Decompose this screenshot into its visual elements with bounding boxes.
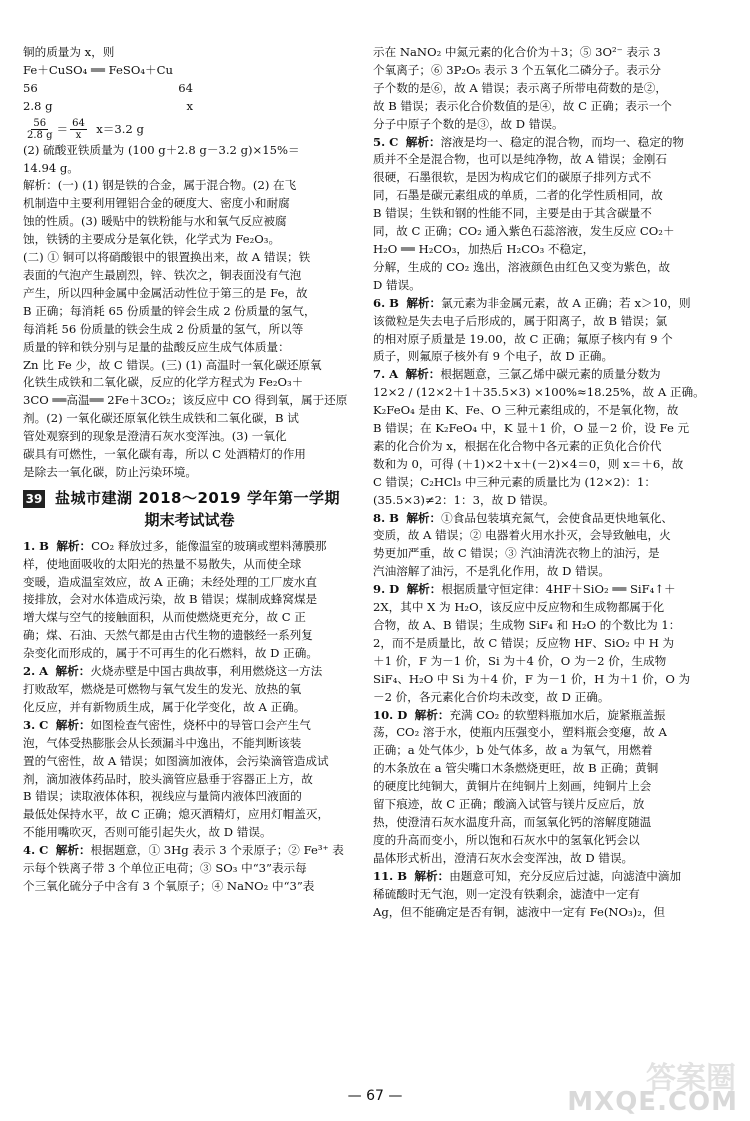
eq-value: 56 xyxy=(23,80,38,95)
analysis-label: 解析： xyxy=(414,868,450,883)
fraction-line: $\frac{56}{2.8 g}$ ＝ $\frac{64}{x}$ x＝3.2 g xyxy=(27,118,144,142)
text-line: 的硬度比纯铜大，黄铜片在纯铜片上刻画，纯铜片上会 xyxy=(373,779,652,794)
text-line: 蚀，铁锈的主要成分是氧化铁，化学式为 Fe₂O₃。 xyxy=(23,232,281,247)
text-line: 12×2 / (12×2＋1＋35.5×3) ×100%≈18.25%，故 A 正确。 xyxy=(373,385,705,400)
answer-item xyxy=(23,717,356,842)
text-line: 样，使地面吸收的太阳光的热量不易散失，从而使全球 xyxy=(23,556,302,571)
text-line: 充满 CO₂ 的软塑料瓶加水后，旋紧瓶盖振 xyxy=(449,707,666,722)
text-line: 蚀的性质。(3) 暖贴中的铁粉能与水和氧气反应被腐 xyxy=(23,214,287,229)
answer-number: 11. B xyxy=(373,868,408,883)
denominator: x xyxy=(75,130,82,142)
section-subtitle: 期末考试试卷 xyxy=(144,510,235,529)
numerator: 64 xyxy=(72,118,85,130)
text-line: B 错误；生铁和钢的性能不同，主要是由于其含碳量不 xyxy=(373,206,652,221)
text-line: 个氧离子；⑥ 3P₂O₅ 表示 3 个五氧化二磷分子。表示分 xyxy=(373,62,661,77)
text-line: B 正确；每消耗 65 份质量的锌会生成 2 份质量的氢气， xyxy=(23,303,316,318)
page-number: — 67 — xyxy=(347,1088,403,1104)
text-line: 质子，则氟原子核外有 9 个电子，故 D 正确。 xyxy=(373,349,614,364)
text-line: 如图检查气密性，烧杯中的导管口会产生气 xyxy=(90,717,311,732)
text-line: 留下痕迹，故 C 正确；酸滴入试管与镁片反应后，放 xyxy=(373,797,645,812)
analysis-label: 解析： xyxy=(406,510,442,525)
text-line: 机制造中主要利用锂铝合金的硬度大、密度小和耐腐 xyxy=(23,196,290,211)
text-line: 解析：(一) (1) 钢是铁的合金，属于混合物。(2) 在飞 xyxy=(23,178,297,193)
analysis-label: 解析： xyxy=(55,843,91,858)
text-line: 的相对原子质量是 19.00，故 C 正确；氟原子核内有 9 个 xyxy=(373,331,673,346)
text-line: 分解，生成的 CO₂ 逸出，溶液颜色由红色又变为紫色，故 xyxy=(373,259,671,274)
text-line: 该微粒是失去电子后形成的，属于阳离子，故 B 错误；氯 xyxy=(373,313,668,328)
denominator: 2.8 g xyxy=(27,130,53,142)
text-line: D 错误。 xyxy=(373,277,421,292)
answer-number: 1. B xyxy=(23,538,49,553)
text-line: (2) 硫酸亚铁质量为 (100 g＋2.8 g－3.2 g)×15%＝ xyxy=(23,142,300,157)
text-line: 同，故 C 正确；CO₂ 通入紫色石蕊溶液，发生反应 CO₂＋ xyxy=(373,224,675,239)
text-line: 氯元素为非金属元素，故 A 正确；若 x＞10，则 xyxy=(441,295,691,310)
text-line: 素的化合价为 x，根据在化合物中各元素的正负化合价代 xyxy=(373,438,662,453)
analysis-label: 解析： xyxy=(56,538,92,553)
text-line: 根据题意，① 3Hg 表示 3 个汞原子；② Fe³⁺ 表 xyxy=(90,843,344,858)
analysis-label: 解析： xyxy=(406,295,442,310)
text-line: H₂O ══ H₂CO₃，加热后 H₂CO₃ 不稳定， xyxy=(373,241,595,256)
text-line: Ag，但不能确定是否有铜，滤液中一定有 Fe(NO₃)₂，但 xyxy=(373,904,666,919)
text-line: 荡，CO₂ 溶于水，使瓶内压强变小，塑料瓶会变瘪，故 A xyxy=(373,725,667,740)
text-line: ①食品包装填充氮气，会使食品更快地氧化、 xyxy=(441,510,674,525)
section-number-badge: 39 xyxy=(23,490,45,508)
text-line: 根据质量守恒定律：4HF＋SiO₂ ══ SiF₄↑＋ xyxy=(441,582,676,597)
text-line: 增大煤与空气的接触面积，从而使燃烧更充分，故 C 正 xyxy=(23,610,306,625)
text-line: 置的气密性，故 A 错误；如图滴加液体，会污染滴管造成试 xyxy=(23,753,329,768)
text-line: 2，而不是质量比，故 C 错误；反应物 HF、SiO₂ 中 H 为 xyxy=(373,635,675,650)
text-line: 合物，故 A、B 错误；生成物 SiF₄ 和 H₂O 的个数比为 1： xyxy=(373,618,681,632)
text-line: 示在 NaNO₂ 中氮元素的化合价为＋3；⑤ 3O²⁻ 表示 3 xyxy=(373,45,661,59)
text-line: 化反应，并有新物质生成，属于化学变化，故 A 正确。 xyxy=(23,699,306,714)
text-line: 的木条放在 a 管尖嘴口木条燃烧更旺，故 B 正确；黄铜 xyxy=(373,761,659,776)
result: x＝3.2 g xyxy=(96,121,144,136)
answer-item xyxy=(373,134,706,295)
analysis-label: 解析： xyxy=(55,717,91,732)
text-line: 变质，故 A 错误；② 电器着火用水扑灭，会导致触电，火 xyxy=(373,528,671,543)
answer-item xyxy=(373,707,706,868)
text-line: 溶液是均一、稳定的混合物，而均一、稳定的物 xyxy=(440,134,685,149)
answer-item xyxy=(23,842,356,896)
analysis-label: 解析： xyxy=(406,582,442,597)
text-line: 化铁生成铁和二氧化碳，反应的化学方程式为 Fe₂O₃＋ xyxy=(23,375,304,390)
answer-number: 7. A xyxy=(373,367,399,382)
answer-number: 8. B xyxy=(373,510,399,525)
answer-number: 3. C xyxy=(23,717,49,732)
answer-item xyxy=(373,868,706,922)
analysis-label: 解析： xyxy=(405,134,441,149)
text-line: 正确；a 处气体少，b 处气体多，故 a 为氧气，用燃着 xyxy=(373,743,653,758)
fraction xyxy=(25,118,54,141)
numerator: 56 xyxy=(33,118,47,130)
text-line: 表面的气泡产生最剧烈，锌、铁次之，铜表面没有气泡 xyxy=(23,267,302,282)
text-line: 剂。(2) 一氧化碳还原氧化铁生成铁和二氧化碳，B 试 xyxy=(23,411,299,426)
text-line: CO₂ 释放过多，能像温室的玻璃或塑料薄膜那 xyxy=(91,538,327,553)
text-line: 示每个铁离子带 3 个单位正电荷；③ SO₃ 中“3”表示每 xyxy=(23,861,307,876)
eq-value: x xyxy=(186,98,193,113)
text-line: 晶体形式析出，澄清石灰水会变浑浊，故 D 错误。 xyxy=(373,850,634,865)
text-line: 14.94 g。 xyxy=(23,160,79,175)
watermark-bottom-text: MXQE.COM xyxy=(567,1087,738,1117)
analysis-label: 解析： xyxy=(414,707,450,722)
answer-number: 6. B xyxy=(373,295,399,310)
answer-item xyxy=(373,581,706,706)
text-line: 确；煤、石油、天然气都是由古代生物的遗骸经一系列复 xyxy=(23,628,313,643)
fraction xyxy=(70,118,87,141)
left-column xyxy=(23,44,356,896)
text-line: 剂，滴加液体药品时，胶头滴管应悬垂于容器正上方，故 xyxy=(23,771,313,786)
text-line: 最低处保持水平，故 C 正确；熄灭酒精灯，应用灯帽盖灭， xyxy=(23,807,330,822)
text-line: 不能用嘴吹灭，否则可能引起失火，故 D 错误。 xyxy=(23,825,272,840)
text-line: －2 价，各元素化合价均未改变，故 D 正确。 xyxy=(373,689,610,704)
text-line: 由题意可知，充分反应后过滤，向滤渣中滴加 xyxy=(449,868,682,883)
equation-row xyxy=(23,80,193,98)
text-line: 打败敌军，燃烧是可燃物与氧气发生的发光、放热的氧 xyxy=(23,682,302,696)
text-line: 火烧赤壁是中国古典故事，利用燃烧这一方法 xyxy=(90,664,323,679)
text-line: 个三氧化硫分子中含有 3 个氧原子；④ NaNO₂ 中“3”表 xyxy=(23,878,315,893)
section-header xyxy=(23,490,356,508)
text-line: 铜的质量为 x，则 xyxy=(23,45,115,59)
text-line: 产生，所以四种金属中金属活动性位于第三的是 Fe，故 xyxy=(23,285,308,300)
text-line: ＋1 价，F 为－1 价，Si 为＋4 价，O 为－2 价，生成物 xyxy=(373,653,667,668)
text-line: 管处观察到的现象是澄清石灰水变浑浊。(3) 一氧化 xyxy=(23,429,287,444)
answer-number: 10. D xyxy=(373,707,408,722)
text-line: 3CO ══高温══ 2Fe＋3CO₂；该反应中 CO 得到氧，属于还原 xyxy=(23,393,348,408)
answer-item xyxy=(23,663,356,717)
text-line: 稀硫酸时无气泡，则一定没有铁剩余，滤渣中一定有 xyxy=(373,886,640,901)
text-line: (二) ① 铜可以将硝酸银中的银置换出来，故 A 错误；铁 xyxy=(23,250,311,265)
text-line: 碳具有可燃性，一氧化碳有毒，所以 C 处酒精灯的作用 xyxy=(23,447,306,462)
answer-number: 9. D xyxy=(373,582,400,597)
answer-number: 5. C xyxy=(373,134,399,149)
eq-value: 2.8 g xyxy=(23,98,53,113)
watermark-logo xyxy=(567,1053,742,1117)
text-line: 很硬，石墨很软，是因为构成它们的碳原子排列方式不 xyxy=(373,170,652,185)
text-line: 数和为 0，可得 (＋1)×2＋x＋(－2)×4＝0，则 x＝＋6，故 xyxy=(373,456,684,471)
text-line: 故 B 错误；表示化合价数值的是④，故 C 正确；表示一个 xyxy=(373,98,672,113)
watermark-top-text: 答案圈 xyxy=(646,1061,736,1096)
text-line: 同，石墨是碳元素组成的单质，二者的化学性质相同，故 xyxy=(373,188,663,203)
text-line: 每消耗 56 份质量的铁会生成 2 份质量的氢气，所以等 xyxy=(23,321,304,336)
text-line: 变暖，造成温室效应，故 A 正确；未经处理的工厂废水直 xyxy=(23,574,317,589)
answer-item xyxy=(23,538,356,663)
text-line: 接排放，会对水体造成污染，故 B 错误；煤制成蜂窝煤是 xyxy=(23,592,318,607)
answer-item xyxy=(373,366,706,509)
section-title: 盐城市建湖 2018～2019 学年第一学期 xyxy=(55,488,340,507)
answer-item xyxy=(373,510,706,582)
answer-item xyxy=(373,295,706,367)
text-line: 势更加严重，故 C 错误；③ 汽油清洗衣物上的油污，是 xyxy=(373,546,660,561)
text-line: 子个数的是⑥，故 A 错误；表示离子所带电荷数的是②， xyxy=(373,80,667,95)
text-line: 分子中原子个数的是③，故 D 错误。 xyxy=(373,116,564,131)
text-line: K₂FeO₄ 是由 K、Fe、O 三种元素组成的，不是氧化物，故 xyxy=(373,403,679,418)
text-line: 热，使澄清石灰水温度升高，而氢氧化钙的溶解度随温 xyxy=(373,814,652,829)
text-line: 质量的锌和铁分别与足量的盐酸反应生成气体质量： xyxy=(23,339,290,354)
answer-number: 4. C xyxy=(23,843,49,858)
text-line: (35.5×3)≠2：1：3，故 D 错误。 xyxy=(373,492,555,507)
right-column xyxy=(373,44,706,921)
eq-value: 64 xyxy=(178,80,193,95)
analysis-label: 解析： xyxy=(405,367,441,382)
text-line: 根据题意，三氯乙烯中碳元素的质量分数为 xyxy=(440,367,661,382)
text-line: SiF₄、H₂O 中 Si 为＋4 价，F 为－1 价，H 为＋1 价，O 为 xyxy=(373,671,691,686)
text-line: Fe＋CuSO₄ ══ FeSO₄＋Cu xyxy=(23,62,173,77)
equation-row xyxy=(23,98,193,116)
text-line: 泡，气体受热膨胀会从长颈漏斗中逸出，不能判断该装 xyxy=(23,735,302,750)
text-line: Zn 比 Fe 少，故 C 错误。(三) (1) 高温时一氧化碳还原氧 xyxy=(23,357,322,372)
text-line: 度的升高而变小，所以饱和石灰水中的氢氧化钙会以 xyxy=(373,832,640,847)
text-line: 是除去一氧化碳，防止污染环境。 xyxy=(23,464,197,479)
answer-number: 2. A xyxy=(23,664,49,679)
text-line: 2X，其中 X 为 H₂O，该反应中反应物和生成物都属于化 xyxy=(373,600,665,615)
text-line: C 错误；C₂HCl₃ 中三种元素的质量比为 (12×2)：1： xyxy=(373,474,656,489)
analysis-label: 解析： xyxy=(55,664,91,679)
text-line: 质并不全是混合物，也可以是纯净物，故 A 错误；金刚石 xyxy=(373,152,667,167)
text-line: B 错误；在 K₂FeO₄ 中，K 显＋1 价，O 显－2 价，设 Fe 元 xyxy=(373,421,690,436)
text-line: 汽油溶解了油污，不是乳化作用，故 D 错误。 xyxy=(373,564,610,579)
text-line: 杂变化而形成的，属于不可再生的化石燃料，故 D 正确。 xyxy=(23,646,318,661)
text-line: B 错误；读取液体体积，视线应与量筒内液体凹液面的 xyxy=(23,789,302,804)
